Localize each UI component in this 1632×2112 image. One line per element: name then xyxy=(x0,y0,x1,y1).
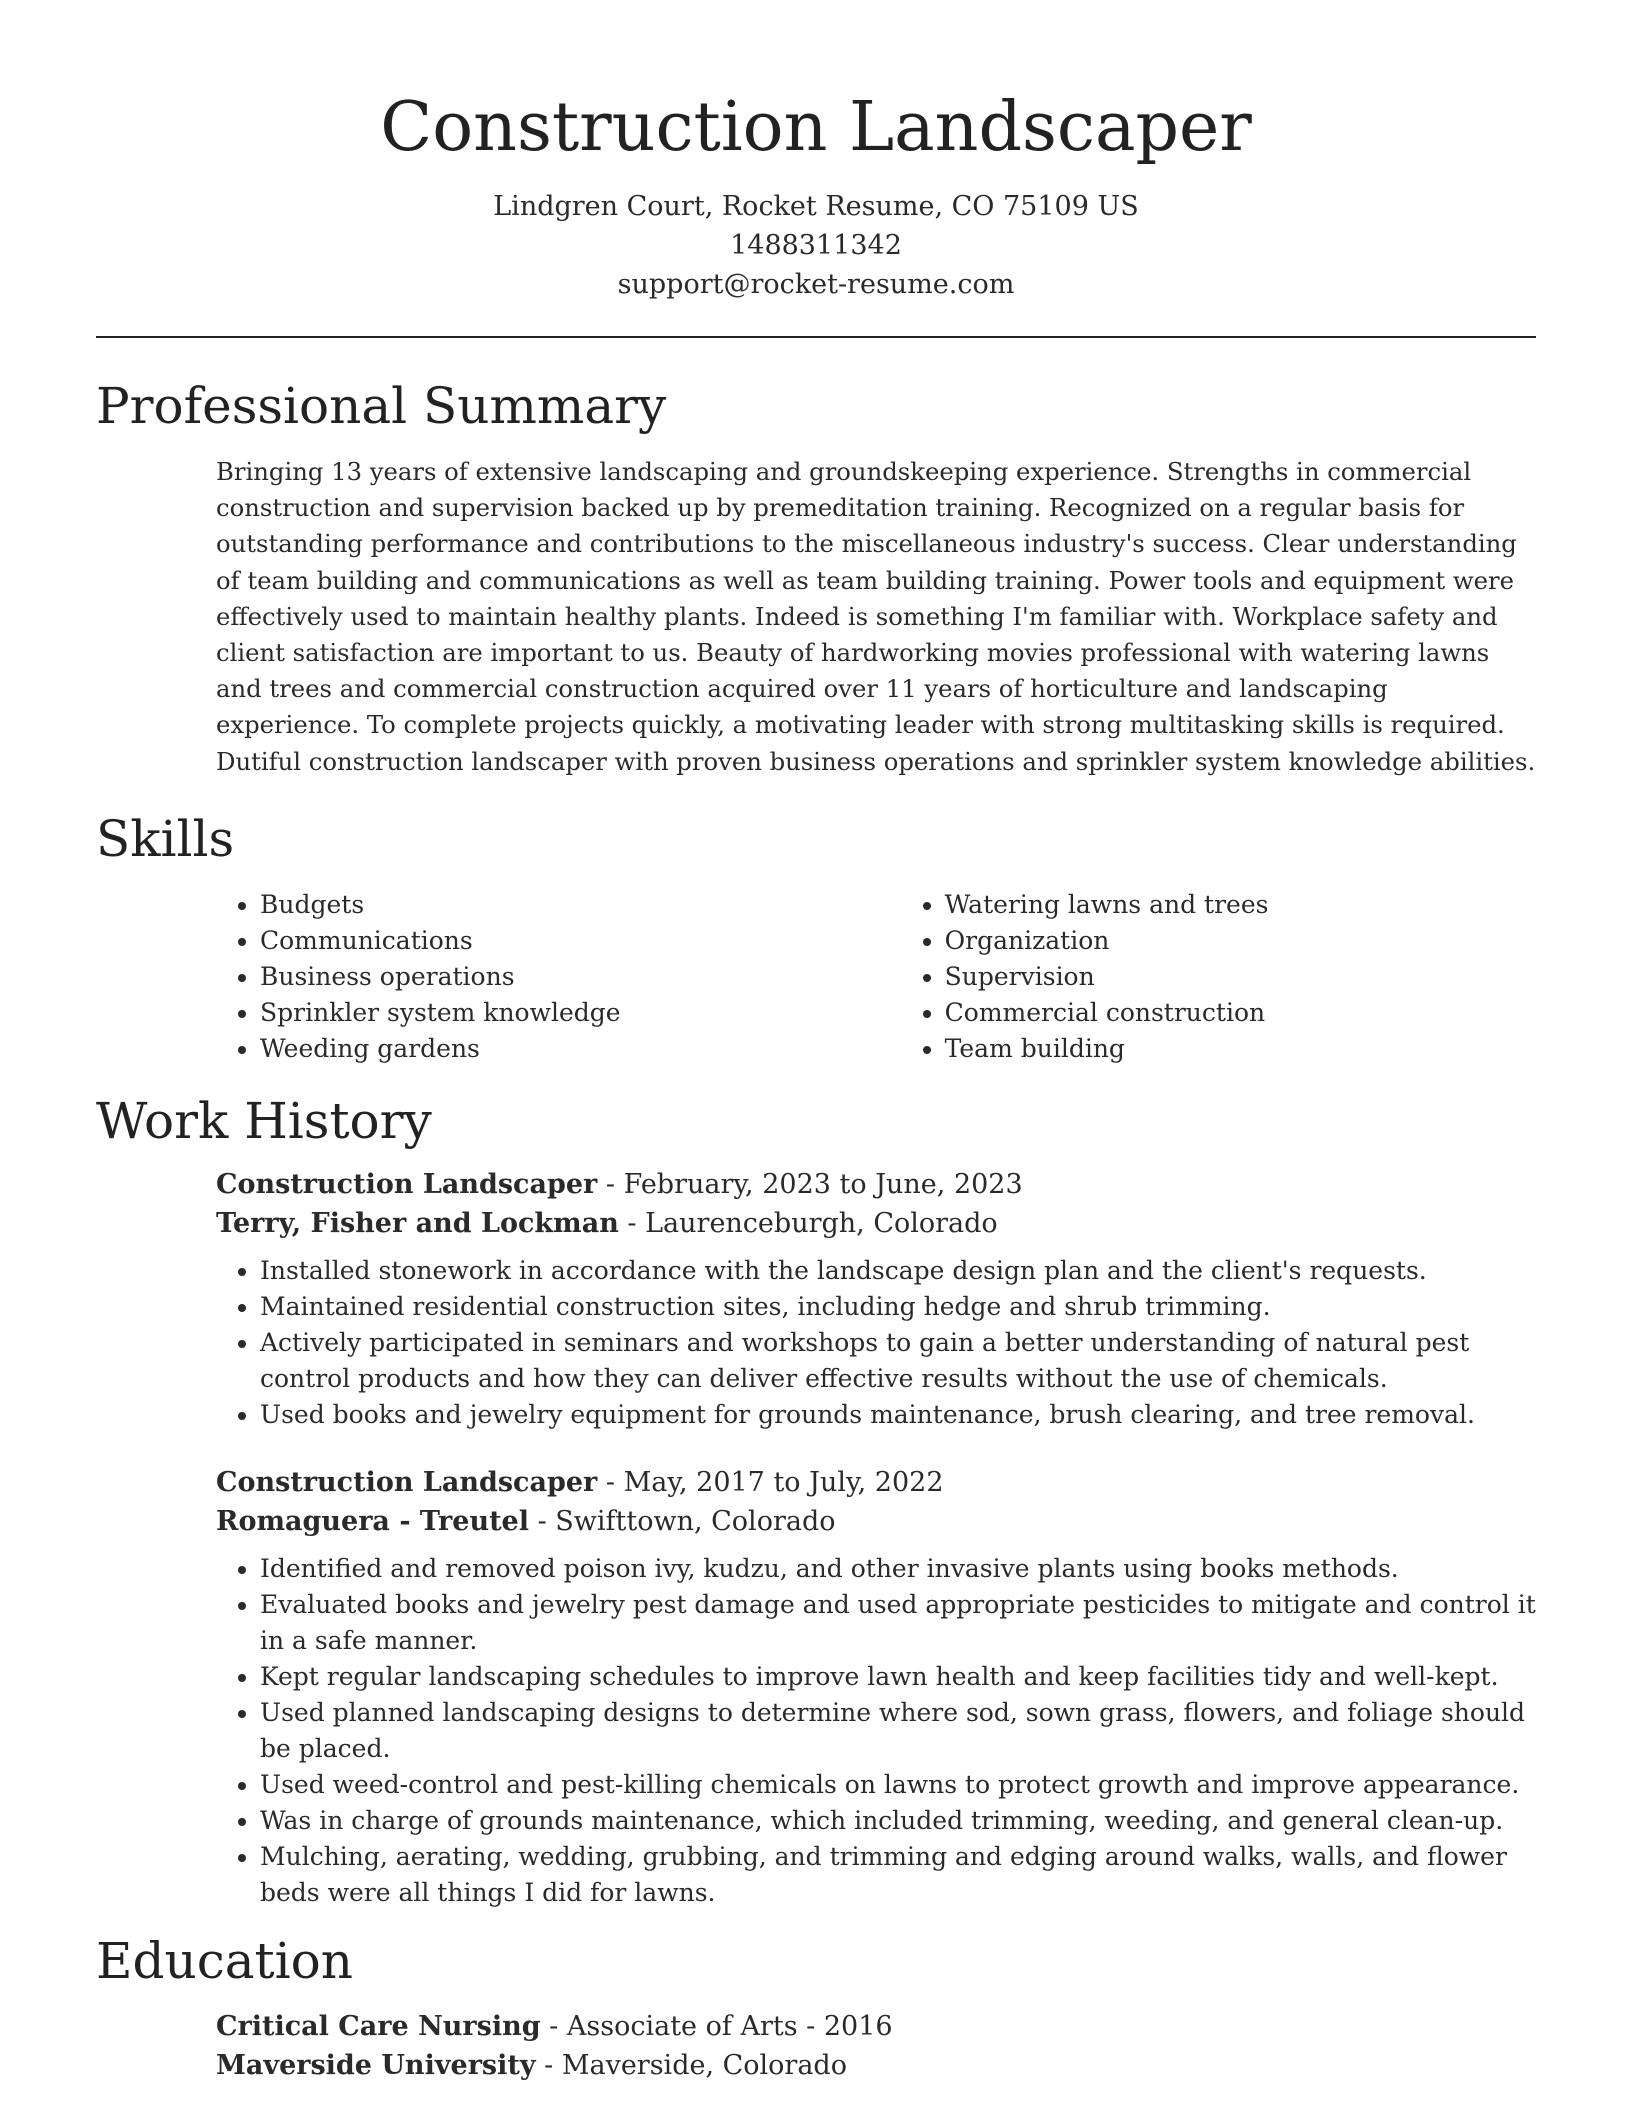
job-title-line xyxy=(216,1463,1536,1502)
job-bullet: • Maintained residential construction sites, including hedge and shrub trimming. xyxy=(260,1289,1536,1325)
job-bullets xyxy=(216,1551,1536,1911)
job-bullet: • Identified and removed poison ivy, kudzu, and other invasive plants using books methods. xyxy=(260,1551,1536,1587)
skill-item: • Team building xyxy=(945,1031,1536,1067)
job-bullets xyxy=(216,1253,1536,1433)
education-degree: Critical Care Nursing xyxy=(216,2010,541,2042)
skills-list-right xyxy=(901,887,1536,1067)
job-entry xyxy=(216,1463,1536,1911)
work-history-section xyxy=(96,1089,1536,1911)
job-location: - Swifttown, Colorado xyxy=(529,1505,836,1537)
job-location: - Laurenceburgh, Colorado xyxy=(618,1207,998,1239)
job-company: Romaguera - Treutel xyxy=(216,1505,529,1537)
address-line: Lindgren Court, Rocket Resume, CO 75109 US xyxy=(493,191,1139,222)
job-bullet: • Used books and jewelry equipment for grounds maintenance, brush clearing, and tree removal. xyxy=(260,1397,1536,1433)
section-title-skills: Skills xyxy=(96,809,235,868)
candidate-name: Construction Landscaper xyxy=(380,88,1252,167)
skill-item: • Communications xyxy=(260,923,901,959)
skill-item: • Weeding gardens xyxy=(260,1031,901,1067)
skill-item: • Supervision xyxy=(945,959,1536,995)
education-section xyxy=(96,1929,1536,2085)
job-bullet: • Kept regular landscaping schedules to improve lawn health and keep facilities tidy and well-kept. xyxy=(260,1659,1536,1695)
skills-list-left xyxy=(216,887,901,1067)
job-title: Construction Landscaper xyxy=(216,1168,598,1200)
job-dates: - May, 2017 to July, 2022 xyxy=(597,1466,944,1498)
skill-item: • Organization xyxy=(945,923,1536,959)
phone-line: 1488311342 xyxy=(730,230,902,261)
job-company: Terry, Fisher and Lockman xyxy=(216,1207,619,1239)
email-line: support@rocket-resume.com xyxy=(617,269,1015,300)
education-school-line xyxy=(216,2046,1536,2085)
skill-item: • Commercial construction xyxy=(945,995,1536,1031)
job-company-line xyxy=(216,1204,1536,1243)
section-title-education: Education xyxy=(96,1931,353,1990)
summary-paragraph: Bringing 13 years of extensive landscaping and groundskeeping experience. Strengths in commercial construction and supervision backed up by premeditation training. Recognized on a regular basis for outstanding performance and contributions to the miscellaneous industry's success. Clear understanding of team building and communications as well as team building training. Power tools and equipment were effectively used to maintain healthy plants. Indeed is something I'm familiar with. Workplace safety and client satisfaction are important to us. Beauty of hardworking movies professional with watering lawns and trees and commercial construction acquired over 11 years of horticulture and landscaping experience. To complete projects quickly, a motivating leader with strong multitasking skills is required. Dutiful construction landscaper with proven business operations and sprinkler system knowledge abilities. xyxy=(216,457,1536,776)
job-bullet: • Was in charge of grounds maintenance, which included trimming, weeding, and general clean-up. xyxy=(260,1803,1536,1839)
resume-header xyxy=(96,0,1536,304)
professional-summary-section xyxy=(96,374,1536,780)
education-entry xyxy=(216,2007,1536,2085)
education-degree-line xyxy=(216,2007,1536,2046)
resume-page xyxy=(96,0,1536,2085)
skills-columns xyxy=(216,887,1536,1067)
job-bullet: • Used weed-control and pest-killing chemicals on lawns to protect growth and improve appearance. xyxy=(260,1767,1536,1803)
header-divider xyxy=(96,336,1536,338)
skill-item: • Business operations xyxy=(260,959,901,995)
section-title-work-history: Work History xyxy=(96,1091,432,1150)
education-school: Maverside University xyxy=(216,2049,536,2081)
job-entry xyxy=(216,1165,1536,1433)
education-location: - Maverside, Colorado xyxy=(535,2049,847,2081)
job-title: Construction Landscaper xyxy=(216,1466,598,1498)
education-detail: - Associate of Arts - 2016 xyxy=(540,2010,893,2042)
skill-item: • Watering lawns and trees xyxy=(945,887,1536,923)
job-title-line xyxy=(216,1165,1536,1204)
job-bullet: • Mulching, aerating, wedding, grubbing, and trimming and edging around walks, walls, and flower beds were all things I did for lawns. xyxy=(260,1839,1536,1911)
job-bullet: • Installed stonework in accordance with the landscape design plan and the client's requests. xyxy=(260,1253,1536,1289)
skills-section xyxy=(96,807,1536,1067)
job-bullet: • Used planned landscaping designs to determine where sod, sown grass, flowers, and foliage should be placed. xyxy=(260,1695,1536,1767)
job-bullet: • Evaluated books and jewelry pest damage and used appropriate pesticides to mitigate and control it in a safe manner. xyxy=(260,1587,1536,1659)
job-bullet: • Actively participated in seminars and workshops to gain a better understanding of natural pest control products and how they can deliver effective results without the use of chemicals. xyxy=(260,1325,1536,1397)
job-company-line xyxy=(216,1502,1536,1541)
skill-item: • Budgets xyxy=(260,887,901,923)
skill-item: • Sprinkler system knowledge xyxy=(260,995,901,1031)
job-dates: - February, 2023 to June, 2023 xyxy=(597,1168,1023,1200)
section-title-summary: Professional Summary xyxy=(96,377,667,435)
